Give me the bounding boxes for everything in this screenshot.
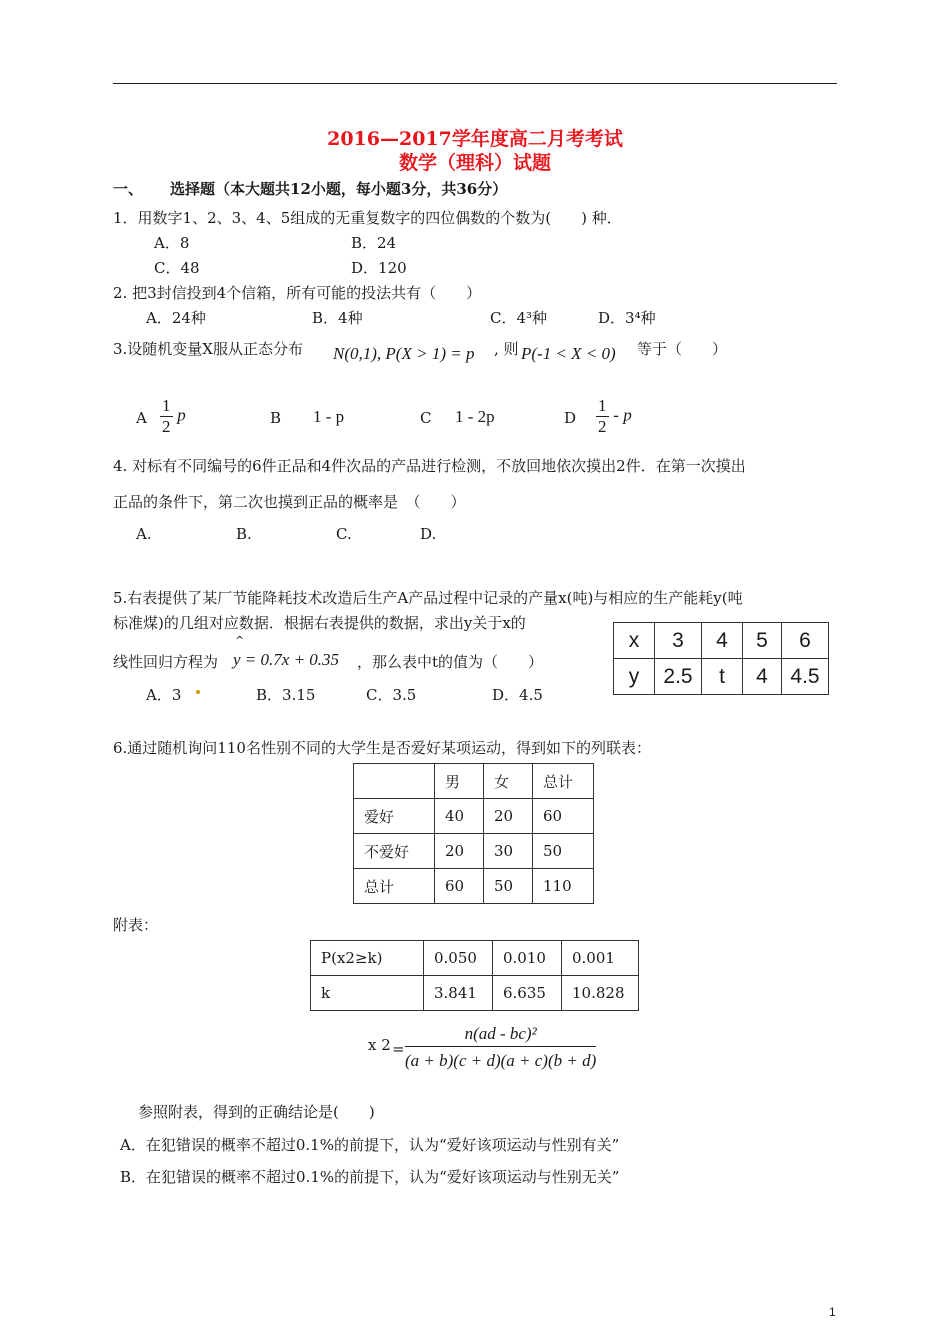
table-cell: 10.828	[562, 976, 639, 1011]
q3-option-a-label: A	[136, 409, 147, 427]
page-number: 1	[829, 1305, 836, 1319]
table-cell: k	[311, 976, 424, 1011]
table-cell: t	[702, 659, 743, 695]
q4-option-b: B.	[236, 525, 252, 543]
q3-a-denominator: 2	[162, 417, 171, 436]
q3-formula-distribution: N(0,1), P(X > 1) = p	[333, 344, 475, 363]
q6-option-b: B．在犯错误的概率不超过0.1%的前提下，认为“爱好该项运动与性别无关”	[120, 1168, 620, 1186]
exam-title: 2016—2017学年度高二月考考试	[327, 128, 623, 150]
header-rule	[113, 83, 837, 84]
table-cell: 0.001	[562, 941, 639, 976]
q3-stem-post: 等于（ ）	[637, 340, 728, 358]
table-cell: 0.050	[424, 941, 493, 976]
q5-option-b: B．3.15	[256, 686, 316, 704]
q1-option-c: C．48	[154, 259, 200, 277]
table-cell: x	[614, 623, 655, 659]
q5-stem-line3-post: ，那么表中t的值为（ ）	[357, 653, 544, 671]
table-row	[354, 764, 594, 799]
table-cell: 60	[533, 799, 594, 834]
q6-appendix-label: 附表：	[113, 916, 159, 934]
q2-stem: 2. 把3封信投到4个信箱，所有可能的投法共有（ ）	[113, 284, 482, 302]
q4-option-c: C.	[336, 525, 352, 543]
q6-option-a: A．在犯错误的概率不超过0.1%的前提下，认为“爱好该项运动与性别有关”	[120, 1136, 620, 1154]
table-cell: 0.010	[493, 941, 562, 976]
q4-option-a: A.	[136, 525, 152, 543]
q5-option-a: A．3	[146, 686, 182, 704]
table-cell: 女	[484, 764, 533, 799]
q3-option-b-label: B	[270, 409, 282, 427]
table-cell: 6.635	[493, 976, 562, 1011]
table-row	[311, 941, 639, 976]
table-cell: 50	[484, 869, 533, 904]
q2-option-d: D．3⁴种	[598, 309, 656, 327]
table-row	[354, 869, 594, 904]
q1-option-b: B．24	[351, 234, 397, 252]
q3-option-a-expr	[160, 396, 186, 437]
table-cell	[354, 764, 435, 799]
table-cell: 4	[743, 659, 782, 695]
q2-option-a: A．24种	[146, 309, 206, 327]
q3-d-denominator: 2	[598, 417, 607, 436]
q3-stem-pre: 3.设随机变量X服从正态分布	[113, 340, 303, 358]
q1-stem: 1．用数字1、2、3、4、5组成的无重复数字的四位偶数的个数为( ) 种．	[113, 209, 622, 227]
table-cell: 总计	[533, 764, 594, 799]
table-cell: 4.5	[782, 659, 829, 695]
table-cell: 30	[484, 834, 533, 869]
q3-option-c-label: C	[420, 409, 432, 427]
table-cell: 20	[484, 799, 533, 834]
q5-option-c: C．3.5	[366, 686, 417, 704]
q4-stem-line2: 正品的条件下，第二次也摸到正品的概率是 （ ）	[113, 493, 466, 511]
table-cell: 2.5	[655, 659, 702, 695]
q3-stem-mid: , 则	[494, 340, 519, 358]
table-cell: 40	[435, 799, 484, 834]
table-cell: 总计	[354, 869, 435, 904]
q3-d-tail: - p	[613, 405, 632, 425]
q3-a-numerator: 1	[162, 396, 171, 415]
table-cell: 4	[702, 623, 743, 659]
table-cell: 不爱好	[354, 834, 435, 869]
table-cell: P(x2≥k)	[311, 941, 424, 976]
q6-formula-numerator: n(ad - bc)²	[405, 1024, 596, 1047]
q5-hat-mark: ^	[235, 634, 245, 647]
exam-subtitle: 数学（理科）试题	[398, 152, 551, 174]
table-cell: 男	[435, 764, 484, 799]
q5-option-d: D．4.5	[492, 686, 543, 704]
table-row	[354, 799, 594, 834]
q3-option-d-label: D	[564, 409, 577, 427]
q6-stem: 6.通过随机询问110名性别不同的大学生是否爱好某项运动，得到如下的列联表：	[113, 739, 651, 757]
table-cell: 3	[655, 623, 702, 659]
table-cell: y	[614, 659, 655, 695]
q6-formula-lhs: x 2	[368, 1036, 391, 1054]
q2-option-c: C．4³种	[490, 309, 548, 327]
q3-d-numerator: 1	[598, 396, 607, 415]
table-cell: 20	[435, 834, 484, 869]
section-number: 一、	[113, 180, 144, 198]
table-row	[354, 834, 594, 869]
q4-stem-line1: 4. 对标有不同编号的6件正品和4件次品的产品进行检测，不放回地依次摸出2件．在第一次摸出	[113, 457, 746, 475]
q6-instruction: 参照附表，得到的正确结论是( )	[138, 1103, 375, 1121]
q1-option-a: A．8	[154, 234, 190, 252]
table-cell: 110	[533, 869, 594, 904]
table-cell: 3.841	[424, 976, 493, 1011]
q6-formula-denominator: (a + b)(c + d)(a + c)(b + d)	[405, 1051, 597, 1070]
q3-option-b-expr: 1 - p	[313, 407, 345, 426]
q5-stem-line3-pre: 线性回归方程为	[113, 653, 219, 671]
q3-formula-probability: P(-1 < X < 0)	[521, 344, 616, 363]
q5-stem-line2: 标准煤)的几组对应数据．根据右表提供的数据，求出y关于x的	[113, 614, 526, 632]
table-row	[614, 659, 829, 695]
table-cell: 6	[782, 623, 829, 659]
q5-regression-formula: y = 0.7x + 0.35	[233, 650, 340, 669]
q5-stem-line1: 5.右表提供了某厂节能降耗技术改造后生产A产品过程中记录的产量x(吨)与相应的生产能耗y(吨	[113, 589, 743, 607]
q1-option-d: D．120	[351, 259, 407, 277]
table-cell: 爱好	[354, 799, 435, 834]
q4-option-d: D.	[420, 525, 437, 543]
table-row	[614, 623, 829, 659]
q2-option-b: B．4种	[312, 309, 363, 327]
section-heading: 选择题（本大题共12小题，每小题3分，共36分）	[170, 180, 508, 198]
q3-a-tail: p	[177, 405, 186, 425]
table-cell: 50	[533, 834, 594, 869]
q3-option-c-expr: 1 - 2p	[455, 407, 495, 426]
q6-contingency-table	[353, 763, 594, 904]
table-cell: 60	[435, 869, 484, 904]
q6-appendix-table	[310, 940, 639, 1011]
stray-dot	[196, 690, 200, 694]
q5-data-table	[613, 622, 829, 695]
table-row	[311, 976, 639, 1011]
q3-option-d-expr	[596, 396, 632, 437]
q6-formula-equals: =	[392, 1040, 405, 1058]
table-cell: 5	[743, 623, 782, 659]
q6-chi-square-formula	[405, 1024, 596, 1071]
